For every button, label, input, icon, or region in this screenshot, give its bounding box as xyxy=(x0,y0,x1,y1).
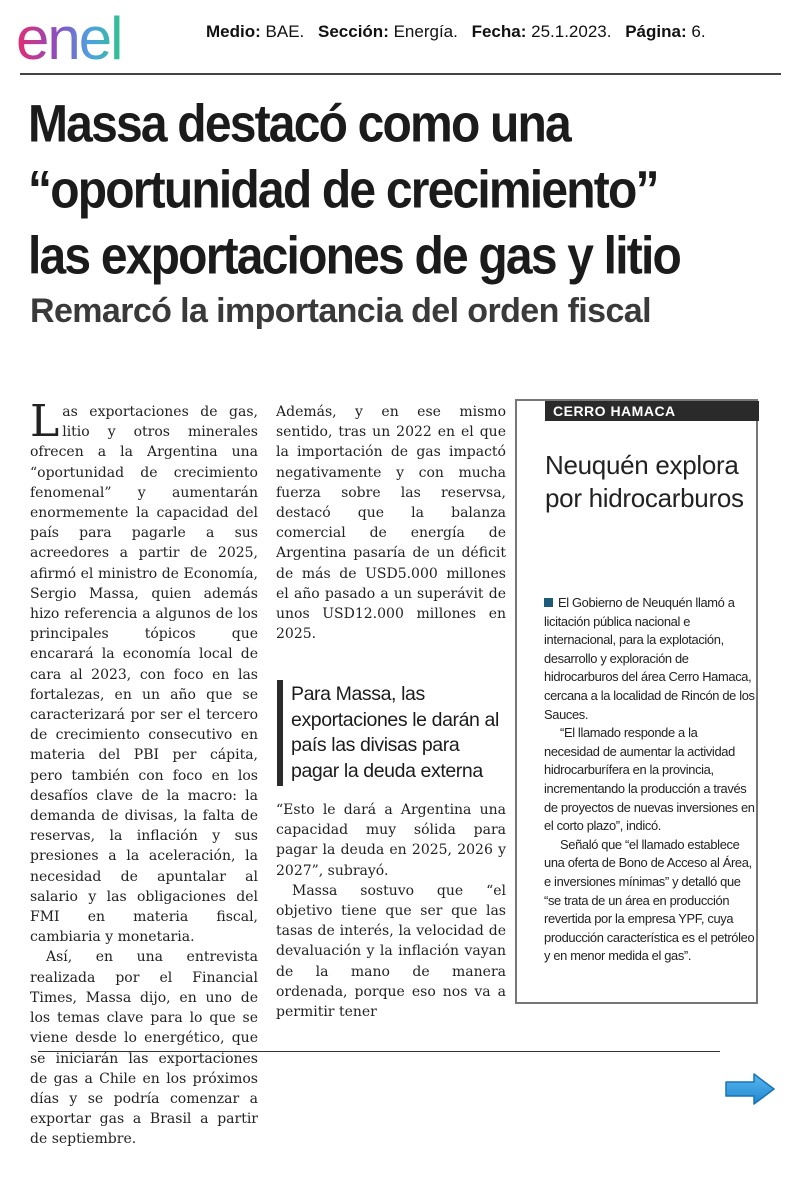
sidebar-section-label: CERRO HAMACA xyxy=(545,401,759,421)
pull-quote: Para Massa, las exportaciones le darán al país las divisas para pagar la deuda externa xyxy=(277,680,507,786)
article-column-2-continued xyxy=(276,800,506,1022)
fecha-label: Fecha: xyxy=(471,22,527,41)
headline-line-1: Massa destacó como una xyxy=(28,95,570,154)
pagina-label: Página: xyxy=(625,22,687,41)
sidebar-paragraph: “El llamado responde a la necesidad de aumentar la actividad hidrocarburífera en la provincia, incrementando la producción a través de proyectos de nuevas inversiones en el corto plazo”, indicó. xyxy=(544,725,755,834)
article-column-2 xyxy=(276,402,506,672)
header-divider xyxy=(20,73,781,75)
paragraph: “Esto le dará a Argentina una capacidad muy sólida para pagar la deuda en 2025, 2026 y 2027”, subrayó. xyxy=(276,802,506,879)
sidebar-body xyxy=(544,594,756,966)
article-subhead: Remarcó la importancia del orden fiscal xyxy=(30,292,651,330)
sidebar-title: Neuquén explora por hidrocarburos xyxy=(545,450,744,513)
article-column-1 xyxy=(30,396,258,1150)
paragraph: Las exportaciones de gas, litio y otros minerales ofrecen a la Argentina una “oportunidad de crecimiento fenomenal” y aumentarán enormemente la capacidad del país para pagarle a sus acreedores a partir de 2025, afirmó el ministro de Economía, Sergio Massa, quien además hizo referencia a algunos de los principales tópicos que encarará la economía local de cara al 2023, con foco en las fortalezas, en un año que se caracterizará por ser el tercero de crecimiento consecutivo en materia del PBI per cápita, pero también con foco en los desafíos clave de la macro: la demanda de divisas, la falta de reservas, la inflación y sus presiones a la aceleración, la necesidad de apuntalar al salario y las obligaciones del FMI en materia fiscal, cambiaria y monetaria. xyxy=(30,396,258,946)
fecha-value: 25.1.2023. xyxy=(531,22,612,41)
pagina-value: 6. xyxy=(691,22,706,41)
next-arrow-icon[interactable] xyxy=(724,1072,776,1106)
enel-logo xyxy=(16,14,172,68)
seccion-value: Energía. xyxy=(393,22,458,41)
paragraph: Massa sostuvo que “el objetivo tiene que ser que las tasas de interés, la velocidad de devaluación y la inflación vayan de la mano de manera ordenada, porque eso nos va a permitir tener xyxy=(276,882,506,1021)
drop-cap: L xyxy=(30,396,60,447)
sidebar-box xyxy=(515,399,758,1004)
sidebar-paragraph: Señaló que “el llamado establece una oferta de Bono de Acceso al Área, e inversiones mínimas” y detalló que “se trata de un área en producción revertida por la empresa YPF, cuya producción característica es el petróleo y en menor medida el gas”. xyxy=(544,836,755,964)
article-headline xyxy=(28,92,778,290)
footer-divider xyxy=(38,1051,720,1052)
seccion-label: Sección: xyxy=(318,22,389,41)
publication-meta xyxy=(206,22,706,42)
headline-line-3: las exportaciones de gas y litio xyxy=(28,227,680,286)
svg-text:enel: enel xyxy=(16,14,122,68)
medio-value: BAE. xyxy=(265,22,305,41)
paragraph: Así, en una entrevista realizada por el Financial Times, Massa dijo, en uno de los temas clave para lo que se viene desde lo energético, que se iniciarán las exportaciones de gas a Chile en los próximos días y se podría comenzar a exportar gas a Brasil a partir de septiembre. xyxy=(30,949,258,1148)
headline-line-2: “oportunidad de crecimiento” xyxy=(28,161,658,220)
sidebar-paragraph: El Gobierno de Neuquén llamó a licitación pública nacional e internacional, para la explotación, desarrollo y exploración de hidrocarburos del área Cerro Hamaca, cercana a la localidad de Rincón de los Sauces. xyxy=(544,595,755,722)
medio-label: Medio: xyxy=(206,22,261,41)
square-bullet-icon xyxy=(544,598,553,607)
paragraph: Además, y en ese mismo sentido, tras un 2022 en el que la importación de gas impactó negativamente y con mucha fuerza sobre las reservsa, destacó que la balanza comercial de energía de Argentina pasaría de un déficit de más de USD5.000 millones el año pasado a un superávit de unos USD12.000 millones en 2025. xyxy=(276,404,506,643)
